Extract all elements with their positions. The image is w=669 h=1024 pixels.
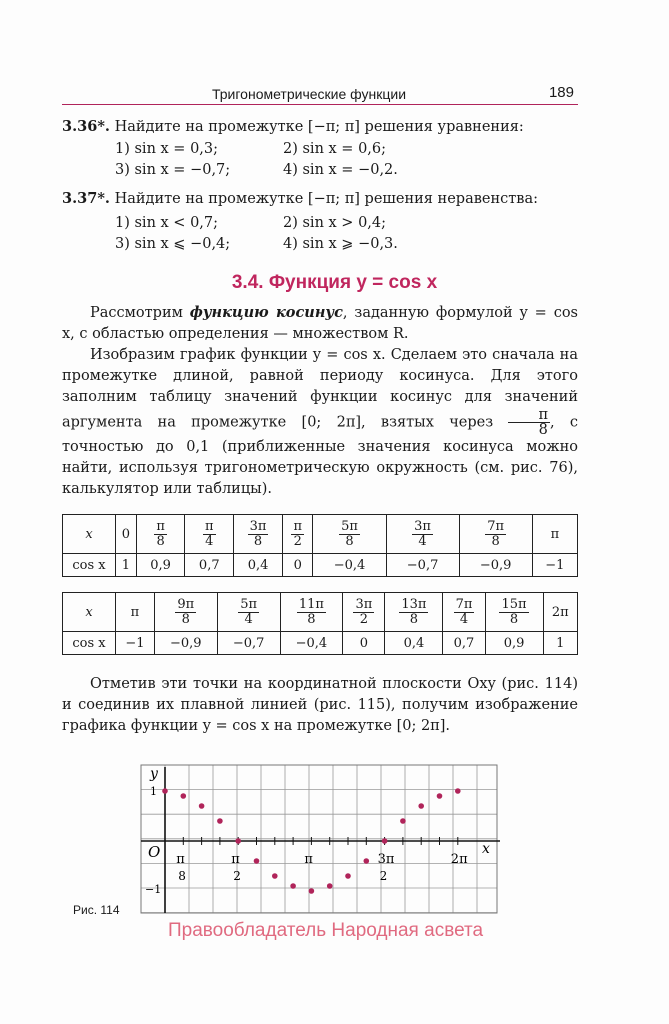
y-axis-label: y (150, 766, 158, 782)
data-point (400, 818, 406, 824)
data-point (309, 888, 315, 894)
x-cell: $\frac{\pi}{8}$ (136, 515, 185, 554)
x-cell: $\frac{13\pi}{8}$ (385, 593, 443, 632)
x-label: x (63, 515, 116, 554)
header-title: Тригонометрические функции (212, 86, 407, 102)
ex-item: 2) sin x > 0,4; (283, 215, 387, 231)
x-cell: 2π (543, 593, 577, 632)
x-tick-label: π (176, 852, 185, 867)
cos-cell: −0,9 (154, 632, 217, 655)
x-cell: $\frac{11\pi}{8}$ (280, 593, 343, 632)
ex-item: 2) sin x = 0,6; (283, 141, 387, 157)
figure-caption: Рис. 114 (73, 903, 120, 917)
section-title: 3.4. Функция y = cos x (231, 272, 438, 293)
x-cell: $\frac{15\pi}{8}$ (485, 593, 543, 632)
page-number: 189 (548, 84, 574, 101)
data-point (437, 793, 443, 799)
ex-item: 3) sin x = −0,7; (115, 162, 231, 178)
fraction: $\frac{\pi}{8}$ (508, 408, 550, 437)
cos-label: cos x (63, 632, 116, 655)
x-tick-label: π (231, 852, 240, 867)
y-tick-minus-1: −1 (145, 883, 162, 896)
cos-cell: 0,7 (443, 632, 485, 655)
data-point (455, 788, 461, 794)
x-cell: $\frac{7\pi}{8}$ (459, 515, 532, 554)
x-tick-label: 3π (377, 852, 395, 867)
cos-cell: 0 (343, 632, 385, 655)
x-cell: $\frac{7\pi}{4}$ (443, 593, 485, 632)
cos-cell: −0,7 (386, 554, 459, 577)
ex-item: 1) sin x = 0,3; (115, 141, 219, 157)
exercise-3-37: 3.37*. Найдите на промежутке [−π; π] решения неравенства: (62, 190, 538, 207)
ex-item: 1) sin x < 0,7; (115, 215, 219, 231)
x-tick-label: 8 (178, 869, 186, 883)
data-point (272, 873, 278, 879)
x-axis-label: x (482, 841, 490, 857)
data-point (235, 838, 241, 844)
paragraph-1: Рассмотрим функцию косинус, заданную формулой y = cos x, с областью определения — множеством R. (62, 304, 578, 342)
cos-cell: −0,9 (459, 554, 532, 577)
cos-cell: −0,7 (217, 632, 280, 655)
ex-item: 4) sin x = −0,2. (283, 162, 398, 178)
x-cell: $\frac{5\pi}{4}$ (217, 593, 280, 632)
cos-cell: 0,9 (485, 632, 543, 655)
data-point (162, 788, 168, 794)
data-point (181, 793, 187, 799)
data-point (199, 803, 205, 809)
cos-label: cos x (63, 554, 116, 577)
x-label: x (63, 593, 116, 632)
ex-item: 3) sin x ⩽ −0,4; (115, 236, 231, 252)
x-tick-label: 2 (379, 869, 388, 883)
cos-cell: 0 (283, 554, 313, 577)
copyright-notice: Правообладатель Народная асвета (168, 920, 484, 941)
x-tick-label: 2π (450, 852, 468, 867)
ex-item: 4) sin x ⩾ −0,3. (283, 236, 398, 252)
paragraph-3: Отметив эти точки на координатной плоскости Oxy (рис. 114) и соединив их плавной линией (рис. 115), получим изображение графика функции y = cos x на промежутке [0; 2π]. (62, 676, 578, 734)
origin-label: O (148, 843, 161, 861)
data-point (290, 883, 296, 889)
x-cell: $\frac{3\pi}{8}$ (234, 515, 283, 554)
x-cell: $\frac{3\pi}{4}$ (386, 515, 459, 554)
cos-cell: 1 (116, 554, 137, 577)
data-point (418, 803, 424, 809)
y-tick-1: 1 (150, 785, 157, 798)
cos-cell: −0,4 (280, 632, 343, 655)
x-cell: $\frac{\pi}{4}$ (185, 515, 234, 554)
x-cell: π (116, 593, 155, 632)
data-point (217, 818, 223, 824)
data-point (382, 838, 388, 844)
x-cell: $\frac{9\pi}{8}$ (154, 593, 217, 632)
data-point (345, 873, 351, 879)
exercise-3-36: 3.36*. Найдите на промежутке [−π; π] решения уравнения: (62, 118, 524, 135)
data-point (327, 883, 333, 889)
cos-cell: 0,4 (234, 554, 283, 577)
cos-cell: −1 (116, 632, 155, 655)
cos-cell: −1 (532, 554, 577, 577)
x-cell: π (532, 515, 577, 554)
data-point (364, 858, 370, 864)
cos-cell: 0,4 (385, 632, 443, 655)
data-point (254, 858, 260, 864)
x-cell: 0 (116, 515, 137, 554)
cos-cell: 1 (543, 632, 577, 655)
cos-cell: −0,4 (313, 554, 386, 577)
cos-cell: 0,9 (136, 554, 185, 577)
paragraph-2: Изобразим график функции y = cos x. Сделаем это сначала на промежутке длиной, равной периоду косинуса. Для этого заполним таблицу значений функции косинус для значений аргумента на промежутке [0; 2π], взятых через $\frac{\pi}{8}$ , с точностью до 0,1 (приближенные значения косинуса можно найти, используя тригонометрическую окружность (см. рис. 76), калькулятор или таблицы). (62, 347, 579, 497)
cos-cell: 0,7 (185, 554, 234, 577)
x-cell: $\frac{\pi}{2}$ (283, 515, 313, 554)
x-cell: $\frac{3\pi}{2}$ (343, 593, 385, 632)
x-cell: $\frac{5\pi}{8}$ (313, 515, 386, 554)
x-tick-label: π (304, 852, 313, 867)
x-tick-label: 2 (233, 869, 241, 883)
